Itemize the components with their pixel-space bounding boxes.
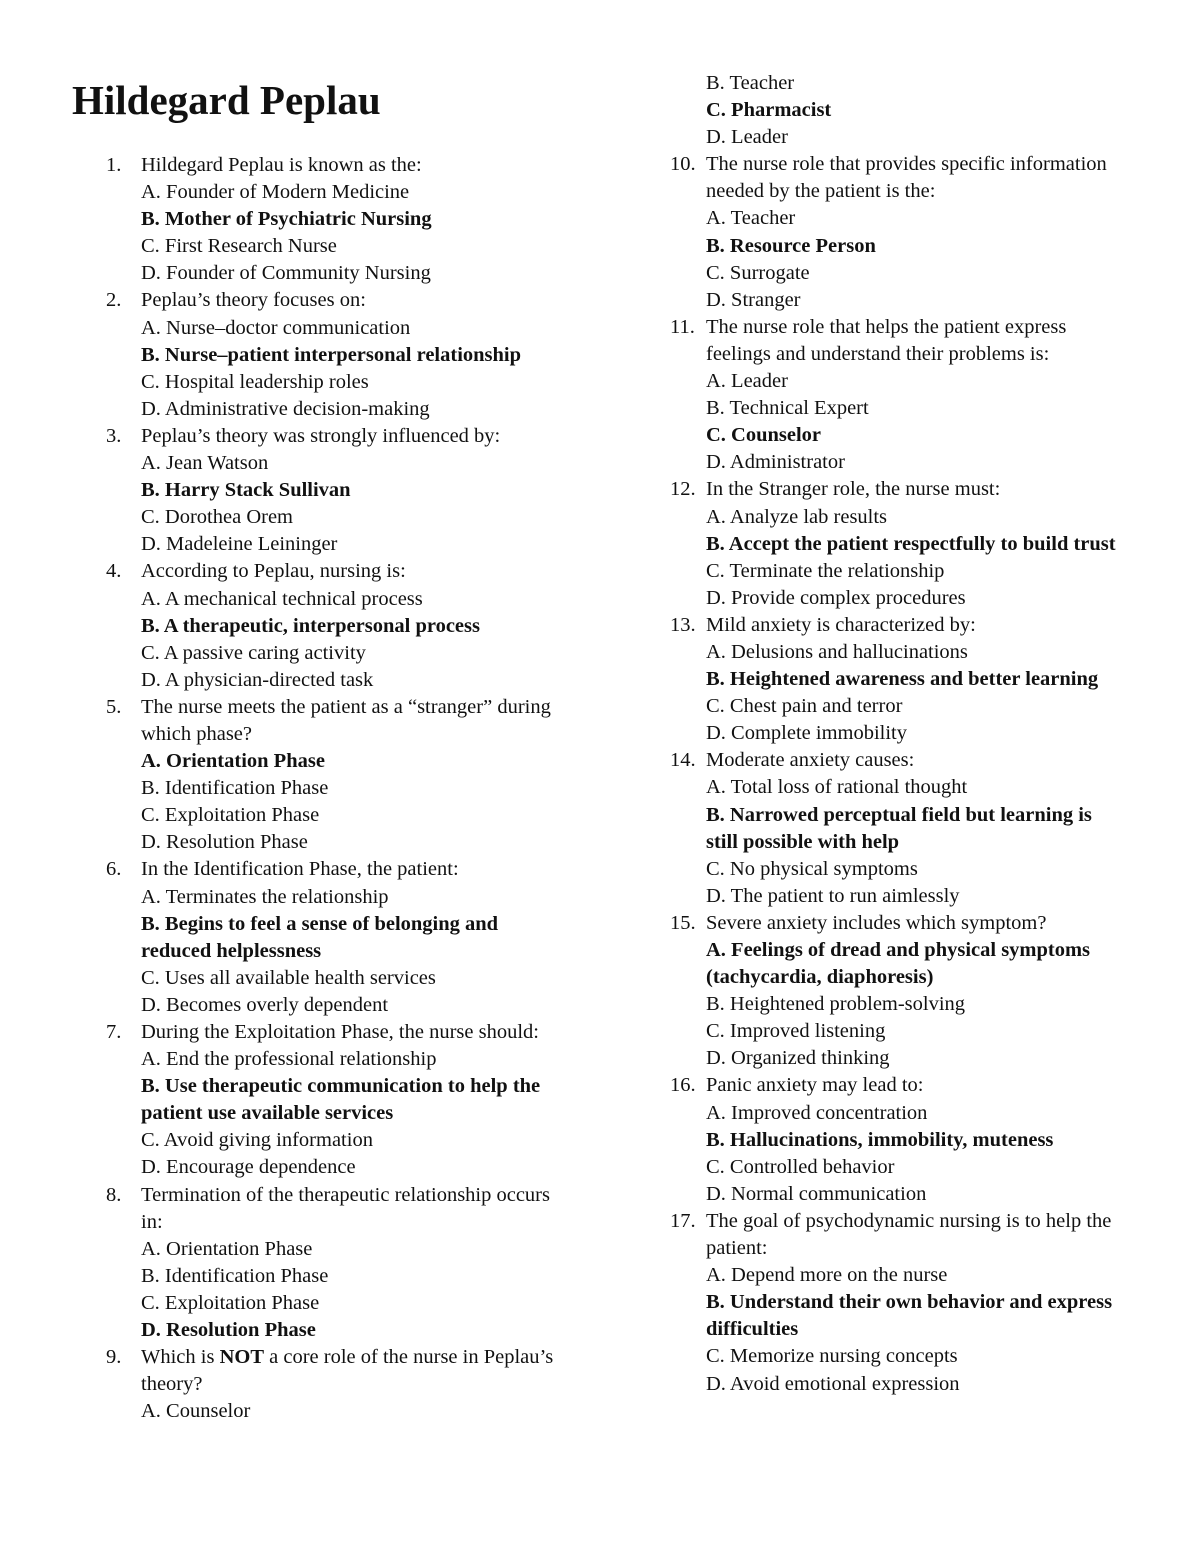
answer-option: C. Exploitation Phase — [141, 804, 320, 827]
answer-option: C. Exploitation Phase — [141, 1291, 320, 1314]
question-text: Termination of the therapeutic relationship occurs in: — [141, 1183, 550, 1233]
question-text: Hildegard Peplau is known as the: — [141, 154, 422, 176]
question-item — [0, 1344, 571, 1425]
question-item — [600, 314, 1126, 477]
answer-option: A. Total loss of rational thought — [706, 776, 968, 799]
question-item — [0, 1019, 571, 1182]
question-text: In the Identification Phase, the patient: — [141, 858, 459, 881]
answer-option: C. Improved listening — [706, 1020, 886, 1043]
answer-option: C. A passive caring activity — [141, 641, 366, 664]
question-number: 9. — [106, 1346, 122, 1369]
answer-option-correct: B. Accept the patient respectfully to build trust — [706, 532, 1116, 555]
answer-option: D. The patient to run aimlessly — [706, 884, 960, 907]
answer-option: C. Avoid giving information — [141, 1129, 373, 1152]
answer-option: D. Provide complex procedures — [706, 586, 966, 609]
answer-option: D. A physician-directed task — [141, 668, 374, 691]
answer-option: A. Delusions and hallucinations — [706, 640, 968, 663]
answer-option: D. Organized thinking — [706, 1047, 890, 1070]
question-text: In the Stranger role, the nurse must: — [706, 478, 1001, 501]
question-text: Peplau’s theory was strongly influenced by: — [141, 424, 501, 447]
question-number: 5. — [106, 695, 122, 718]
answer-option-correct: B. Resource Person — [706, 234, 876, 257]
answer-option: D. Avoid emotional expression — [706, 1372, 960, 1395]
answer-option: A. Founder of Modern Medicine — [141, 181, 410, 204]
answer-option: A. Depend more on the nurse — [706, 1264, 948, 1287]
answer-option: A. Analyze lab results — [706, 505, 888, 528]
question-item — [600, 151, 1126, 314]
answer-option-correct: B. Narrowed perceptual field but learning is still possible with help — [706, 803, 1092, 853]
answer-option: C. Controlled behavior — [706, 1155, 895, 1178]
question-number: 11. — [670, 315, 695, 338]
answer-option-correct: A. Orientation Phase — [141, 750, 325, 773]
question-text: Moderate anxiety causes: — [706, 749, 915, 772]
answer-option-correct: C. Pharmacist — [706, 99, 832, 122]
question-text: According to Peplau, nursing is: — [141, 560, 406, 583]
answer-option: A. End the professional relationship — [141, 1048, 437, 1071]
answer-option: D. Resolution Phase — [141, 831, 308, 854]
question-item — [600, 1208, 1126, 1398]
question-number: 12. — [670, 478, 696, 501]
question-item — [0, 856, 571, 1019]
answer-option: B. Teacher — [706, 72, 795, 94]
answer-option: C. No physical symptoms — [706, 857, 918, 880]
question-text-part: a core role of the nurse in Peplau’s theory? — [141, 1346, 554, 1396]
question-list-left — [0, 152, 571, 1425]
question-text-part: Which is — [141, 1346, 220, 1369]
question-item — [600, 1072, 1126, 1207]
question-text: Peplau’s theory focuses on: — [141, 289, 366, 312]
answer-option: C. Surrogate — [706, 261, 810, 284]
answer-option: A. A mechanical technical process — [141, 587, 423, 610]
question-text: The goal of psychodynamic nursing is to help the patient: — [706, 1209, 1112, 1260]
answer-option: A. Leader — [706, 370, 788, 393]
question-item — [0, 287, 571, 422]
answer-option-correct: B. Harry Stack Sullivan — [141, 479, 351, 502]
answer-option: C. First Research Nurse — [141, 235, 337, 258]
question-text: The nurse meets the patient as a “stranger” during which phase? — [141, 695, 551, 745]
answer-option-correct: D. Resolution Phase — [141, 1319, 316, 1342]
answer-option-correct: B. Begins to feel a sense of belonging and reduced helplessness — [141, 912, 499, 962]
page-title: Hildegard Peplau — [72, 77, 381, 123]
answer-option-correct: C. Counselor — [706, 424, 822, 447]
answer-option: C. Terminate the relationship — [706, 559, 945, 582]
question-text: During the Exploitation Phase, the nurse should: — [141, 1021, 539, 1043]
answer-option: D. Administrative decision-making — [141, 397, 430, 420]
question-text — [141, 1344, 571, 1398]
answer-option-correct: B. Heightened awareness and better learning — [706, 668, 1099, 691]
answer-option: C. Memorize nursing concepts — [706, 1345, 958, 1368]
answer-option: D. Becomes overly dependent — [141, 993, 389, 1016]
question-number: 17. — [670, 1209, 696, 1232]
answer-option: D. Encourage dependence — [141, 1156, 356, 1179]
question-item — [0, 423, 571, 558]
question-text: Panic anxiety may lead to: — [706, 1074, 924, 1097]
answer-option: D. Madeleine Leininger — [141, 533, 338, 556]
question-number: 14. — [670, 749, 696, 772]
question-number: 15. — [670, 911, 696, 934]
answer-option: B. Identification Phase — [141, 777, 329, 800]
question-text: Mild anxiety is characterized by: — [706, 613, 976, 636]
answer-option: C. Dorothea Orem — [141, 506, 293, 529]
answer-option-correct: A. Feelings of dread and physical symptoms (tachycardia, diaphoresis) — [706, 939, 1091, 989]
answer-option-correct: B. Understand their own behavior and express difficulties — [706, 1291, 1113, 1341]
answer-option-correct: B. Use therapeutic communication to help the patient use available services — [141, 1075, 541, 1125]
answer-option: B. Technical Expert — [706, 397, 869, 420]
question-list-right — [600, 70, 1126, 1398]
question-text: Severe anxiety includes which symptom? — [706, 911, 1047, 934]
question-number: 1. — [106, 154, 122, 176]
answer-option: A. Terminates the relationship — [141, 885, 389, 908]
answer-option-correct: B. Hallucinations, immobility, muteness — [706, 1128, 1054, 1151]
answer-option: A. Orientation Phase — [141, 1237, 313, 1260]
question-number: 10. — [670, 153, 696, 176]
answer-option: B. Identification Phase — [141, 1264, 329, 1287]
answer-option: A. Improved concentration — [706, 1101, 928, 1124]
question-number: 7. — [106, 1021, 122, 1043]
question-text: The nurse role that helps the patient express feelings and understand their problems is: — [706, 315, 1067, 365]
answer-option: C. Chest pain and terror — [706, 695, 903, 718]
question-text: The nurse role that provides specific information needed by the patient is the: — [706, 153, 1107, 203]
question-item — [600, 910, 1126, 1073]
answer-option: D. Complete immobility — [706, 722, 908, 745]
question-emphasis: NOT — [219, 1346, 265, 1369]
question-item — [600, 612, 1126, 747]
question-item — [0, 558, 571, 693]
answer-option: C. Hospital leadership roles — [141, 370, 369, 393]
answer-option: D. Leader — [706, 126, 788, 149]
answer-option: D. Normal communication — [706, 1182, 927, 1205]
answer-option: A. Teacher — [706, 207, 796, 230]
question-item — [0, 1182, 571, 1345]
question-number: 2. — [106, 289, 122, 312]
question-number: 3. — [106, 424, 122, 447]
answer-option: D. Administrator — [706, 451, 845, 474]
question-item — [600, 476, 1126, 611]
answer-option-correct: B. A therapeutic, interpersonal process — [141, 614, 480, 637]
answer-option: A. Nurse–doctor communication — [141, 316, 411, 339]
question-number: 16. — [670, 1074, 696, 1097]
answer-option: A. Jean Watson — [141, 452, 269, 475]
question-number: 4. — [106, 560, 122, 583]
question-number: 13. — [670, 613, 696, 636]
question-item — [600, 70, 1126, 151]
answer-option-correct: B. Mother of Psychiatric Nursing — [141, 208, 432, 231]
answer-option: D. Founder of Community Nursing — [141, 262, 431, 285]
question-item — [0, 694, 571, 857]
question-item — [600, 747, 1126, 910]
answer-option: C. Uses all available health services — [141, 966, 436, 989]
question-item — [0, 152, 571, 287]
answer-option: D. Stranger — [706, 288, 801, 311]
answer-option: B. Heightened problem-solving — [706, 993, 966, 1016]
question-number: 6. — [106, 858, 122, 881]
answer-option: A. Counselor — [141, 1400, 251, 1423]
question-number: 8. — [106, 1183, 122, 1206]
answer-option-correct: B. Nurse–patient interpersonal relationship — [141, 343, 522, 366]
